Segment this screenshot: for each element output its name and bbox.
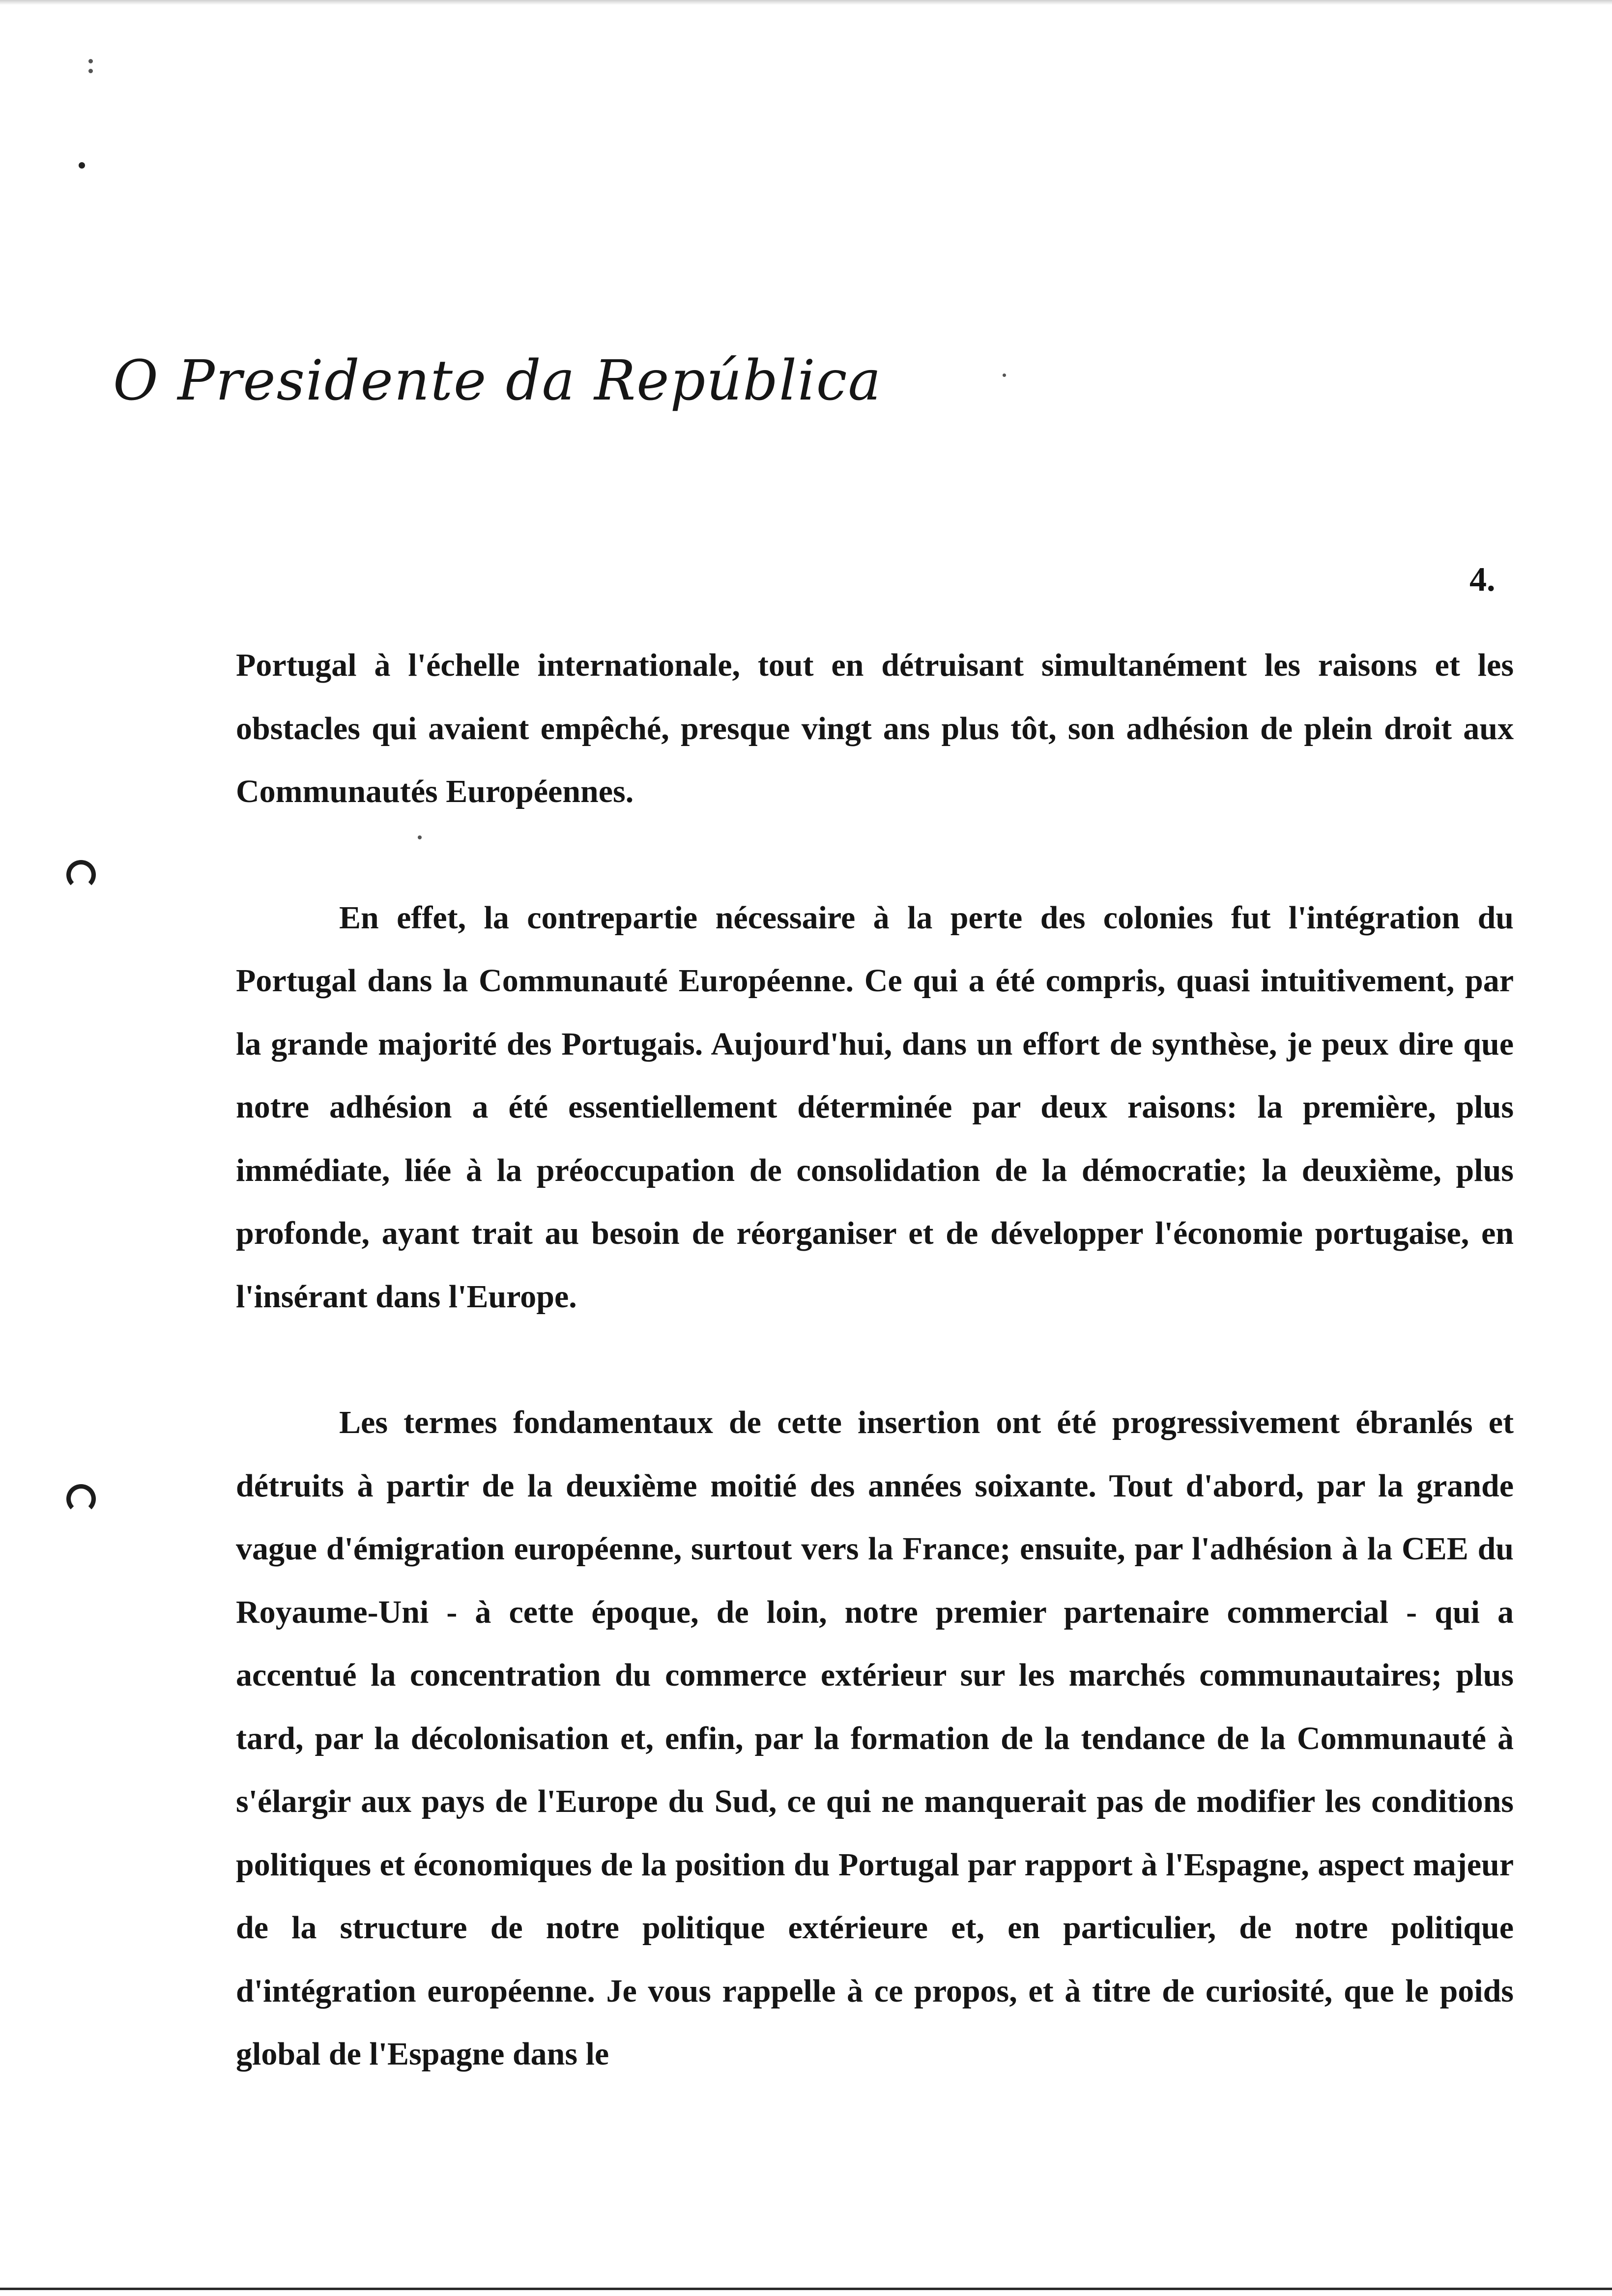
paragraph-adhesion-reasons: En effet, la contrepartie nécessaire à la perte des colonies fut l'intégration du Portugal dans la Communauté Européenne. Ce qui a été compris, quasi intuitivement, par la grande majorité des Portugais. Aujourd'hui, dans un effort de synthèse, je peux dire que notre adhésion a été essentiellement déterminée par deux raisons: la première, plus immédiate, liée à la préoccupation de consolidation de la démocratie; la deuxième, plus profonde, ayant trait au besoin de réorganiser et de développer l'économie portugaise, en l'insérant dans l'Europe. xyxy=(236,899,1514,1315)
letter-body xyxy=(236,634,1514,2086)
paragraph-continuation: Portugal à l'échelle internationale, tout en détruisant simultanément les raisons et les obstacles qui avaient empêché, presque vingt ans plus tôt, son adhésion de plein droit aux Communautés Européennes. xyxy=(236,647,1514,809)
page-number: 4. xyxy=(1469,561,1496,599)
letterhead-title: O Presidente da República xyxy=(113,349,882,413)
scan-speck xyxy=(1003,373,1006,377)
scan-bottom-rule xyxy=(0,2288,1612,2290)
paragraph-insertion-terms: Les termes fondamentaux de cette insertion ont été progressivement ébranlés et détruits à partir de la deuxième moitié des années soixante. Tout d'abord, par la grande vague d'émigration européenne, surtout vers la France; ensuite, par l'adhésion à la CEE du Royaume-Uni - à cette époque, de loin, notre premier partenaire commercial - qui a accentué la concentration du commerce extérieur sur les marchés communautaires; plus tard, par la décolonisation et, enfin, par la formation de la tendance de la Communauté à s'élargir aux pays de l'Europe du Sud, ce qui ne manquerait pas de modifier les conditions politiques et économiques de la position du Portugal par rapport à l'Espagne, aspect majeur de la structure de notre politique extérieure et, en particulier, de notre politique d'intégration européenne. Je vous rappelle à ce propos, et à titre de curiosité, que le poids global de l'Espagne dans le xyxy=(236,1405,1514,2072)
scan-speck xyxy=(88,59,93,63)
scan-top-edge xyxy=(0,0,1612,5)
scan-speck xyxy=(88,69,93,73)
punch-hole xyxy=(66,1484,96,1514)
punch-hole xyxy=(66,860,96,890)
scan-speck xyxy=(79,162,85,169)
